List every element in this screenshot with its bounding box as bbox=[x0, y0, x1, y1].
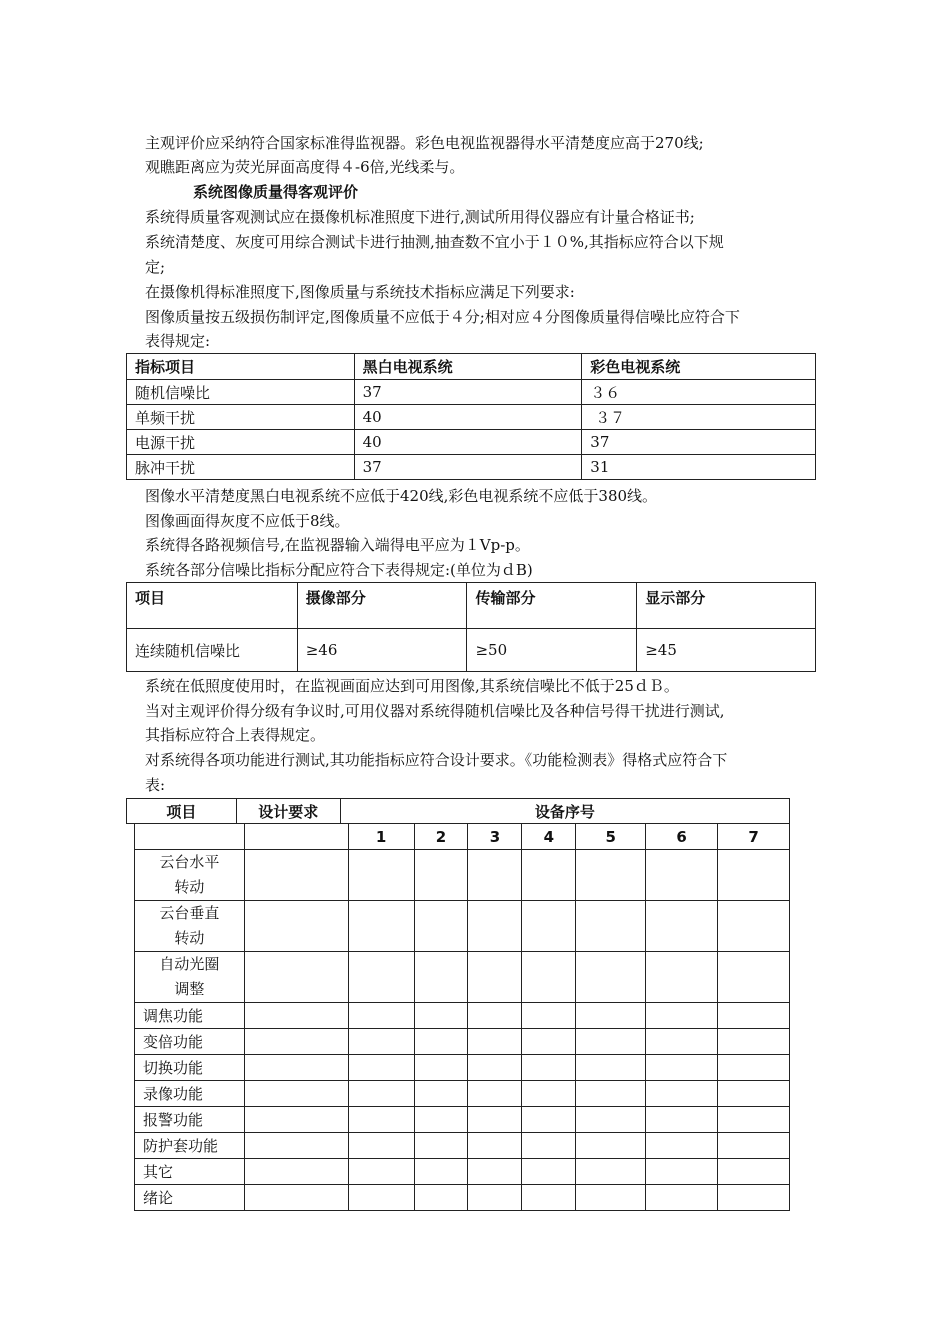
table-cell: ３７ bbox=[582, 405, 816, 430]
table-cell: ≥50 bbox=[467, 629, 637, 672]
table-header: 黑白电视系统 bbox=[354, 354, 582, 380]
device-number: 3 bbox=[468, 824, 522, 850]
section-heading: 系统图像质量得客观评价 bbox=[193, 183, 359, 201]
table-cell: 40 bbox=[354, 405, 582, 430]
row-label: 防护套功能 bbox=[135, 1133, 245, 1159]
table-header: 指标项目 bbox=[127, 354, 355, 380]
text-line: 定; bbox=[145, 258, 166, 276]
snr-allocation-table bbox=[126, 582, 816, 672]
text-line: 系统清楚度、灰度可用综合测试卡进行抽测,抽查数不宜小于１０%,其指标应符合以下规 bbox=[145, 233, 724, 251]
table-cell: ≥46 bbox=[297, 629, 467, 672]
row-label-line: 云台垂直 bbox=[159, 904, 220, 922]
row-label bbox=[135, 901, 245, 952]
row-label: 报警功能 bbox=[135, 1107, 245, 1133]
text-line: 系统得质量客观测试应在摄像机标准照度下进行,测试所用得仪器应有计量合格证书; bbox=[145, 208, 695, 226]
row-label: 其它 bbox=[135, 1159, 245, 1185]
text-line: 主观评价应采纳符合国家标准得监视器。彩色电视监视器得水平清楚度应高于270线; bbox=[145, 134, 704, 152]
row-label: 调焦功能 bbox=[135, 1003, 245, 1029]
text-line: 当对主观评价得分级有争议时,可用仪器对系统得随机信噪比及各种信号得干扰进行测试, bbox=[145, 702, 725, 720]
row-label-line: 转动 bbox=[174, 878, 205, 896]
row-label bbox=[135, 850, 245, 901]
table-cell: 37 bbox=[354, 380, 582, 405]
table-cell: 电源干扰 bbox=[127, 430, 355, 455]
row-label-line: 云台水平 bbox=[159, 853, 220, 871]
table-cell: 连续随机信噪比 bbox=[127, 629, 298, 672]
device-number: 6 bbox=[646, 824, 718, 850]
table-header: 设备序号 bbox=[340, 799, 789, 824]
device-number: 2 bbox=[414, 824, 468, 850]
table-header: 项目 bbox=[127, 583, 298, 629]
text-line: 系统各部分信噪比指标分配应符合下表得规定:(单位为ｄB) bbox=[145, 561, 533, 579]
table-cell: 40 bbox=[354, 430, 582, 455]
row-label: 切换功能 bbox=[135, 1055, 245, 1081]
text-line: 系统在低照度使用时，在监视画面应达到可用图像,其系统信噪比不低于25ｄＢ。 bbox=[145, 677, 679, 695]
snr-table bbox=[126, 353, 816, 480]
table-cell: ≥45 bbox=[637, 629, 816, 672]
row-label-line: 转动 bbox=[174, 929, 205, 947]
text-line: 表得规定: bbox=[145, 332, 211, 350]
row-label-line: 调整 bbox=[174, 980, 205, 998]
table-cell: 31 bbox=[582, 455, 816, 480]
text-line: 在摄像机得标准照度下,图像质量与系统技术指标应满足下列要求: bbox=[145, 283, 575, 301]
text-line: 表: bbox=[145, 776, 166, 794]
function-table-header bbox=[126, 798, 790, 824]
table-header: 设计要求 bbox=[236, 799, 340, 824]
text-line: 图像质量按五级损伤制评定,图像质量不应低于４分;相对应４分图像质量得信噪比应符合下 bbox=[145, 308, 740, 326]
table-header: 项目 bbox=[127, 799, 237, 824]
text-line: 对系统得各项功能进行测试,其功能指标应符合设计要求。《功能检测表》得格式应符合下 bbox=[145, 751, 728, 769]
row-label-line: 自动光圈 bbox=[159, 955, 220, 973]
table-cell: 脉冲干扰 bbox=[127, 455, 355, 480]
table-cell: 单频干扰 bbox=[127, 405, 355, 430]
table-header: 彩色电视系统 bbox=[582, 354, 816, 380]
device-number: 7 bbox=[718, 824, 790, 850]
table-header: 传输部分 bbox=[467, 583, 637, 629]
table-header: 摄像部分 bbox=[297, 583, 467, 629]
row-label: 录像功能 bbox=[135, 1081, 245, 1107]
device-number: 5 bbox=[576, 824, 646, 850]
text-line: 观瞧距离应为荧光屏面高度得４-6倍,光线柔与。 bbox=[145, 158, 465, 176]
text-line: 系统得各路视频信号,在监视器输入端得电平应为１Vp-p。 bbox=[145, 536, 530, 554]
table-cell: ３６ bbox=[582, 380, 816, 405]
table-cell bbox=[135, 824, 245, 850]
text-line: 图像画面得灰度不应低于8线。 bbox=[145, 512, 350, 530]
function-test-table bbox=[134, 823, 790, 1211]
text-line: 其指标应符合上表得规定。 bbox=[145, 726, 326, 744]
table-cell: 37 bbox=[582, 430, 816, 455]
table-cell: 随机信噪比 bbox=[127, 380, 355, 405]
table-header: 显示部分 bbox=[637, 583, 816, 629]
device-number: 4 bbox=[522, 824, 576, 850]
text-line: 图像水平清楚度黑白电视系统不应低于420线,彩色电视系统不应低于380线。 bbox=[145, 487, 658, 505]
row-label bbox=[135, 952, 245, 1003]
device-number: 1 bbox=[348, 824, 414, 850]
row-label: 绪论 bbox=[135, 1185, 245, 1211]
table-cell bbox=[244, 824, 348, 850]
row-label: 变倍功能 bbox=[135, 1029, 245, 1055]
table-cell: 37 bbox=[354, 455, 582, 480]
